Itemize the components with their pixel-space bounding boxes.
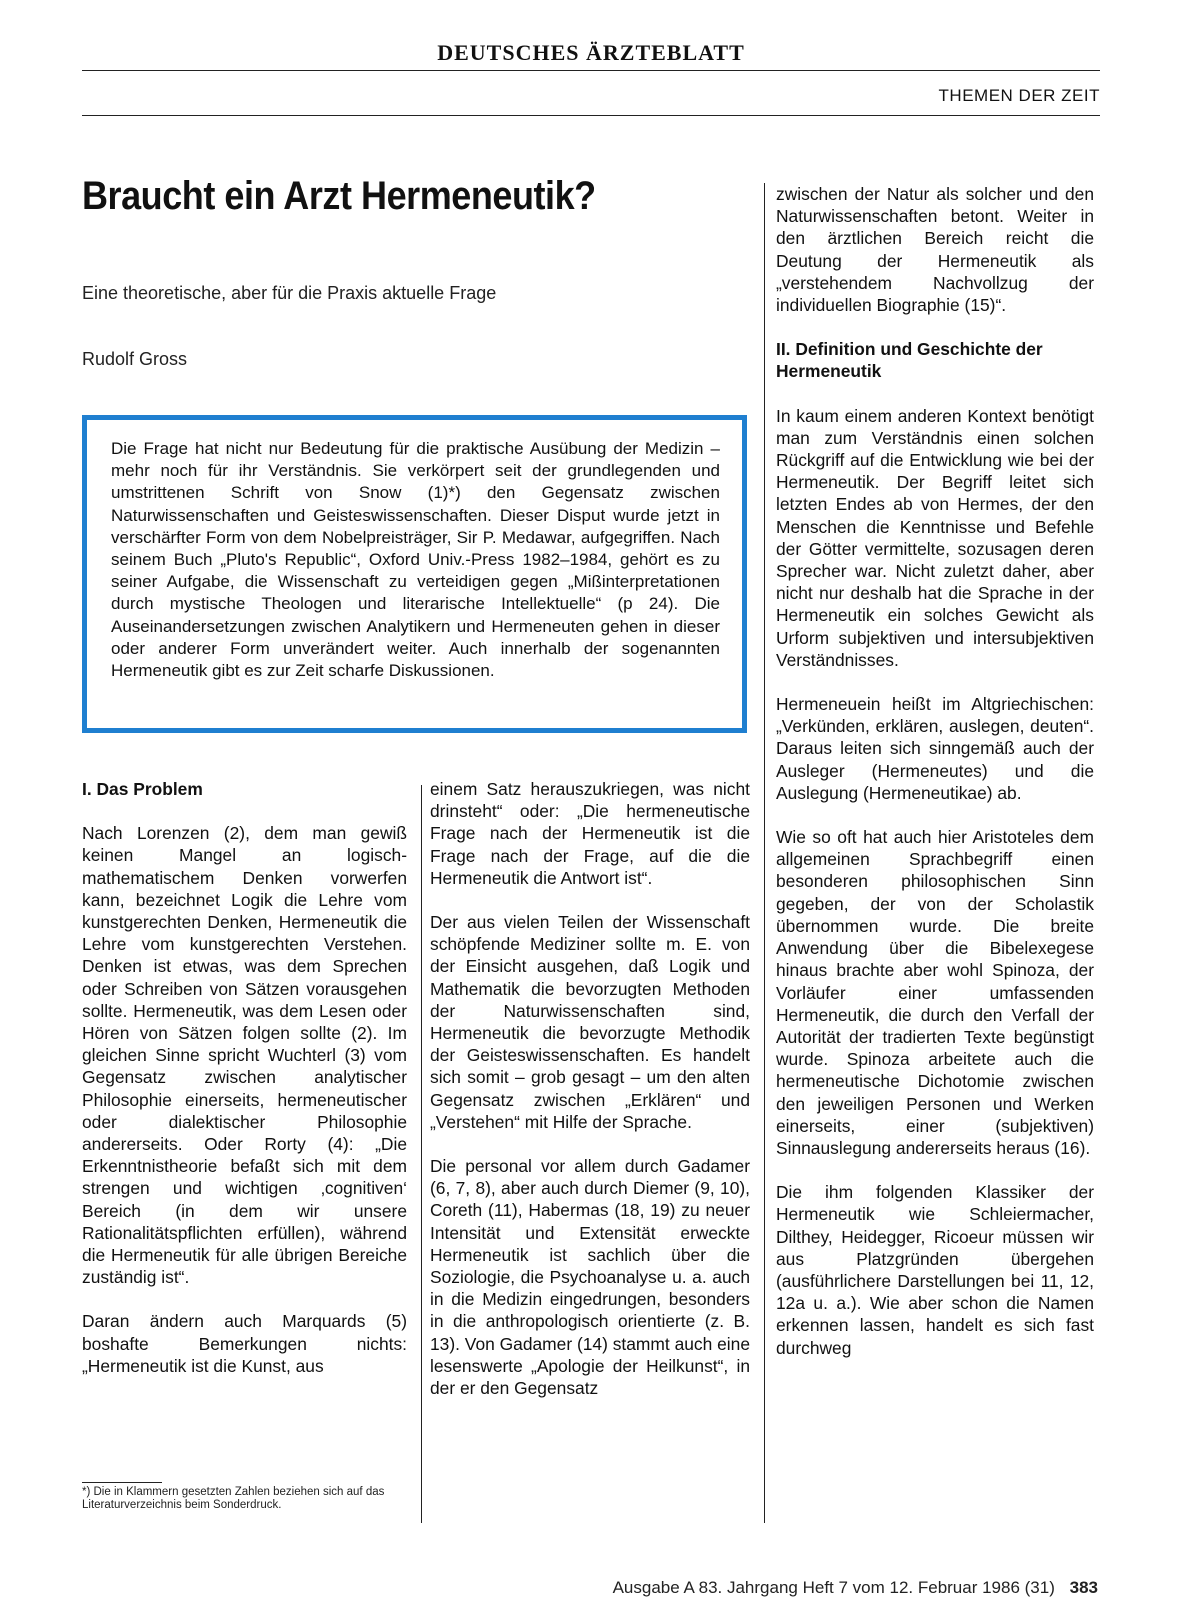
body-paragraph: Die personal vor allem durch Gadamer (6, 7, 8), aber auch durch Diemer (9, 10), Coreth (11), Habermas (18, 19) zu neuer Intensität und Extensität erweckte Hermeneutik ist sachlich über die Soziologie, die Psychoanalyse u. a. auch in die Medizin eingedrungen, besonders in die anthropologisch orientierte (z. B. 13). Von Gadamer (14) stammt auch eine lesenswerte „Apologie der Heilkunst“, in der er den Gegensatz <box>430 1156 750 1399</box>
column-divider-right <box>764 183 765 1523</box>
article-subtitle: Eine theoretische, aber für die Praxis aktuelle Frage <box>82 283 497 303</box>
body-paragraph: einem Satz herauszukriegen, was nicht drinsteht“ oder: „Die hermeneutische Frage nach der Hermeneutik ist die Frage nach der Frage, auf die die Hermeneutik die Antwort ist“. <box>430 779 750 888</box>
masthead-rule <box>82 70 1100 71</box>
body-column-2 <box>430 778 750 1421</box>
journal-masthead: DEUTSCHES ÄRZTEBLATT <box>437 40 745 65</box>
body-paragraph: Der aus vielen Teilen der Wissenschaft schöpfende Mediziner sollte m. E. von der Einsicht ausgehen, daß Logik und Mathematik die bevorzugten Methoden der Naturwissenschaften sind, Hermeneutik die bevorzugte Methodik der Geisteswissenschaften. Es handelt sich somit – grob gesagt – um den alten Gegensatz zwischen „Erklären“ und „Verstehen“ mit Hilfe der Sprache. <box>430 912 750 1132</box>
body-paragraph: Nach Lorenzen (2), dem man gewiß keinen Mangel an logisch-mathematischem Denken vorwerfen kann, bezeichnet Logik die Lehre vom kunstgerechten Denken, Hermeneutik die Lehre vom kunstgerechten Verstehen. Denken ist etwas, was dem Sprechen oder Schreiben von Sätzen vorausgehen sollte. Hermeneutik, was dem Lesen oder Hören von Sätzen folgen sollte (2). Im gleichen Sinne spricht Wuchterl (3) vom Gegensatz zwischen analytischer Philosophie einerseits, hermeneutischer oder dialektischer Philosophie andererseits. Oder Rorty (4): „Die Erkenntnistheorie befaßt sich mit dem strengen und wichtigen ‚cognitiven‘ Bereich (in dem wir unsere Rationalitätspflichten erfüllen), während die Hermeneutik für alle übrigen Bereiche zuständig ist“. <box>82 823 407 1288</box>
section-heading-problem: I. Das Problem <box>82 779 203 799</box>
column-divider-left <box>421 785 422 1523</box>
abstract-text: Die Frage hat nicht nur Bedeutung für die praktische Ausübung der Medizin – mehr noch für ihr Verständnis. Sie verkörpert seit der grundlegenden und umstrittenen Schrift von Snow (1)*) den Gegensatz zwischen Naturwissenschaften und Geisteswissenschaften. Dieser Disput wurde jetzt in verschärfter Form von dem Nobelpreisträger, Sir P. Medawar, aufgegriffen. Nach seinem Buch „Pluto's Republic“, Oxford Univ.-Press 1982–1984, gehört es zu seiner Aufgabe, die Wissenschaft zu verteidigen gegen „Mißinterpretationen durch mystische Theologen und literarische Intellektuelle“ (p 24). Die Auseinandersetzungen zwischen Analytikern und Hermeneuten gehen in dieser oder anderer Form unverändert weiter. Auch innerhalb der sogenannten Hermeneutik gibt es zur Zeit scharfe Diskussionen. <box>111 439 720 681</box>
page-footer <box>518 1578 1098 1598</box>
body-paragraph: Daran ändern auch Marquards (5) boshafte Bemerkungen nichts: „Hermeneutik ist die Kunst, aus <box>82 1311 407 1376</box>
body-paragraph: Wie so oft hat auch hier Aristoteles dem allgemeinen Sprachbegriff einen besonderen philosophischen Sinn gegeben, der von der Scholastik übernommen wurde. Die breite Anwendung über die Bibelexegese hinaus brachte aber wohl Spinoza, der Vorläufer einer umfassenden Hermeneutik, die durch den Verfall der Autorität der tradierten Texte begünstigt wurde. Spinoza arbeitete auch die hermeneutische Dichotomie zwischen den jeweiligen Personen und Werken einerseits, einer (subjektiven) Sinnauslegung andererseits heraus (16). <box>776 827 1094 1158</box>
section-rule <box>82 115 1100 116</box>
page-number: 383 <box>1069 1578 1098 1597</box>
body-column-3 <box>776 183 1094 1381</box>
body-paragraph: Hermeneuein heißt im Altgriechischen: „Verkünden, erklären, auslegen, deuten“. Daraus leiten sich sinngemäß auch der Ausleger (Hermeneutes) und die Auslegung (Hermeneutikae) ab. <box>776 694 1094 803</box>
footnote: *) Die in Klammern gesetzten Zahlen beziehen sich auf das Literaturverzeichnis beim Sonderdruck. <box>82 1486 385 1511</box>
article-author: Rudolf Gross <box>82 349 188 369</box>
section-heading-definition: II. Definition und Geschichte der Hermeneutik <box>776 339 1043 382</box>
body-paragraph: zwischen der Natur als solcher und den Naturwissenschaften betont. Weiter in den ärztlichen Bereich reicht die Deutung der Hermeneutik als „verstehendem Nachvollzug der individuellen Biographie (15)“. <box>776 184 1094 316</box>
body-paragraph: In kaum einem anderen Kontext benötigt man zum Verständnis einen solchen Rückgriff auf die Entwicklung wie bei der Hermeneutik. Der Begriff leitet sich letzten Endes ab von Hermes, der den Menschen die Kenntnisse und Befehle der Götter vermittelte, sozusagen deren Sprecher war. Nicht zuletzt daher, aber nicht nur deshalb hat die Sprache in der Hermeneutik ein solches Gewicht als Urform subjektiven und intersubjektiven Verständnisses. <box>776 405 1094 670</box>
body-paragraph: Die ihm folgenden Klassiker der Hermeneutik wie Schleiermacher, Dilthey, Heidegger, Ricoeur müssen wir aus Platzgründen übergehen (ausführlichere Darstellungen bei 11, 12, 12a u. a.). Wie aber schon die Namen erkennen lassen, handelt es sich fast durchweg <box>776 1182 1094 1358</box>
footnote-rule <box>82 1482 162 1483</box>
section-label: THEMEN DER ZEIT <box>938 86 1100 105</box>
article-title: Braucht ein Arzt Hermeneutik? <box>82 174 596 218</box>
body-column-1 <box>82 778 407 1399</box>
footer-edition: Ausgabe A 83. Jahrgang Heft 7 vom 12. Februar 1986 (31) <box>612 1578 1055 1597</box>
abstract-box <box>82 415 747 733</box>
